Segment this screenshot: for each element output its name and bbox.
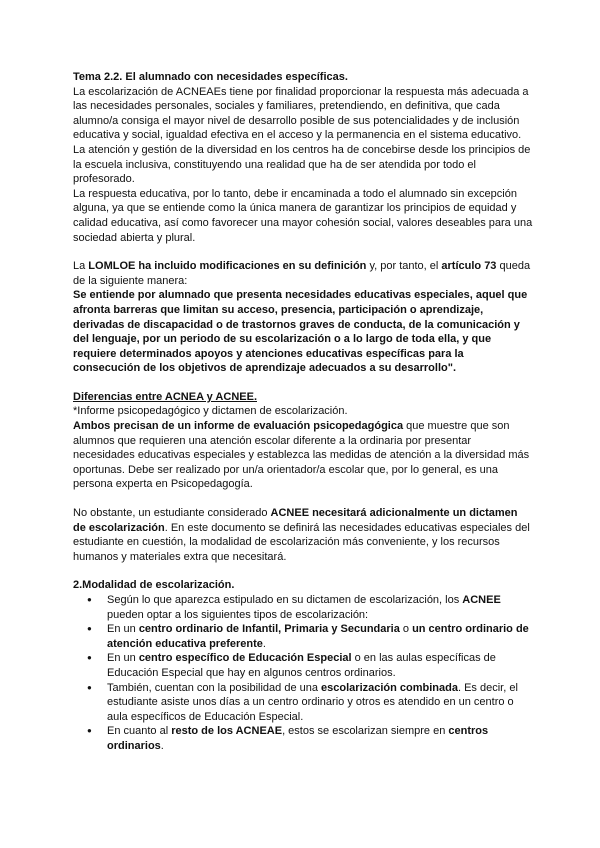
paragraph: La atención y gestión de la diversidad en los centros ha de concebirse desde los principios de la escuela inclusiva, constituyendo una realidad que ha de ser atendida por todo el profesorado. xyxy=(73,143,531,186)
paragraph: No obstante, un estudiante considerado ACNEE necesitará adicionalmente un dictamen de escolarización. En este documento se definirá las necesidades educativas especiales del estudiante en cuestión, la modalidad de escolarización más conveniente, y los recursos humanos y materiales extra que necesitará. xyxy=(73,507,530,563)
section-heading: Diferencias entre ACNEA y ACNEE. xyxy=(73,390,257,403)
section-title: Tema 2.2. El alumnado con necesidades específicas. xyxy=(73,71,348,83)
paragraph: Ambos precisan de un informe de evaluación psicopedagógica que muestre que son alumnos que requieren una atención escolar diferente a la ordinaria por presentar necesidades educativas especiales y establezca las medidas de atención a la diversidad más oportunas. Debe ser realizado por un/a orientador/a escolar que, por lo general, es una persona experta en Psicopedagogía. xyxy=(73,420,530,491)
list-item: ● En cuanto al resto de los ACNEAE, estos se escolarizan siempre en centros ordinarios. xyxy=(107,724,533,753)
modalidad-list xyxy=(73,593,533,754)
paragraph: La respuesta educativa, por lo tanto, debe ir encaminada a todo el alumnado sin excepción alguna, ya que se entiende como la única manera de garantizar los principios de equidad y calidad educativa, así como favorecer una mayor cohesión social, valores deseables para una sociedad abierta y plural. xyxy=(73,187,533,244)
document-page xyxy=(73,70,533,754)
paragraph: La escolarización de ACNEAEs tiene por finalidad proporcionar la respuesta más adecuada a las necesidades personales, sociales y familiares, pretendiendo, en definitiva, que cada alumno/a consiga el mayor nivel de desarrollo posible de sus potencialidades y de inclusión educativa y social, igualdad efectiva en el acceso y la permanencia en el sistema educativo. xyxy=(73,85,529,142)
lomloe-paragraph: La LOMLOE ha incluido modificaciones en su definición y, por tanto, el artículo 73 queda de la siguiente manera: xyxy=(73,260,531,287)
article-quote: Se entiende por alumnado que presenta necesidades educativas especiales, aquel que afronta barreras que limitan su acceso, presencia, participación o aprendizaje, derivadas de discapacidad o de trastornos graves de conducta, de la comunicación y del lenguaje, por un periodo de su escolarización o a lo largo de toda ella, y que requiere determinados apoyos y atenciones educativas específicas para la consecución de los objetivos de aprendizaje adecuados a su desarrollo". xyxy=(73,289,528,375)
list-item: ● En un centro específico de Educación Especial o en las aulas específicas de Educación Especial que hay en algunos centros ordinarios. xyxy=(107,651,533,680)
list-item: ● En un centro ordinario de Infantil, Primaria y Secundaria o un centro ordinario de atención educativa preferente. xyxy=(107,622,533,651)
section-heading: 2.Modalidad de escolarización. xyxy=(73,579,235,592)
subtitle: *Informe psicopedagógico y dictamen de escolarización. xyxy=(73,405,348,418)
list-item: ● Según lo que aparezca estipulado en su dictamen de escolarización, los ACNEE pueden optar a los siguientes tipos de escolarización: xyxy=(107,593,533,622)
list-item: ● También, cuentan con la posibilidad de una escolarización combinada. Es decir, el estudiante asiste unos días a un centro ordinario y otros es atendido en un centro o aula específicos de Educación Especial. xyxy=(107,681,533,725)
